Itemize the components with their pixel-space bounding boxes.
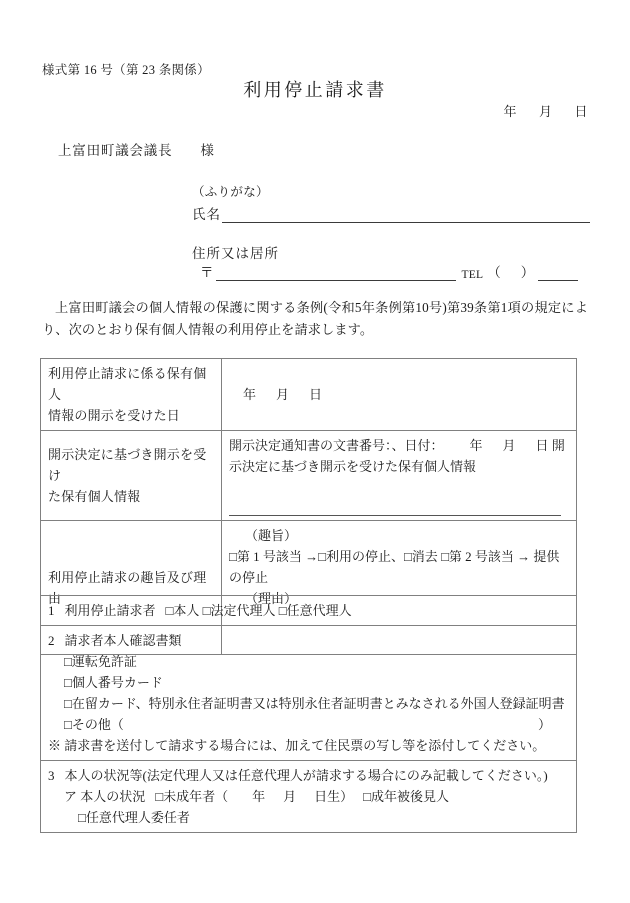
- adult-ward-checkbox[interactable]: □成年被後見人: [363, 789, 450, 804]
- purpose-option-2[interactable]: □第 2 号該当 → 提供の停止: [229, 549, 560, 585]
- purpose-reason-label: 利用停止請求の趣旨及び理由: [48, 569, 207, 606]
- addressee: [58, 139, 215, 159]
- table-row: [41, 626, 577, 761]
- disclosure-date-ymd: [229, 384, 322, 405]
- disclosed-info-label-line2: た保有個人情報: [48, 489, 141, 504]
- address-field-row: [200, 261, 578, 281]
- disclosure-date-value-cell[interactable]: [222, 359, 577, 431]
- disclosure-date-label-cell: [41, 359, 222, 431]
- principal-status-heading: [48, 768, 548, 783]
- reason-heading: （理由）: [245, 591, 298, 606]
- notice-date-day: 日: [535, 438, 549, 453]
- disclosed-info-value-cell[interactable]: [222, 431, 577, 521]
- sub-table: [40, 595, 577, 833]
- minor-birth-day: 日生）: [314, 789, 354, 804]
- header-date-month: 月: [538, 104, 553, 119]
- name-label: 氏名: [192, 207, 221, 222]
- requester-type-number: 1: [48, 603, 55, 618]
- addressee-name: 上富田町議会議長: [58, 143, 173, 158]
- address-label: 住所又は居所: [192, 246, 279, 261]
- identity-doc-other-row[interactable]: [48, 714, 569, 735]
- identity-documents-heading: [48, 633, 182, 648]
- header-date-day: 日: [574, 104, 588, 119]
- notice-doc-number-line: [229, 438, 549, 453]
- identity-doc-item[interactable]: □運転免許証: [64, 654, 137, 669]
- purpose-option-1[interactable]: □第 1 号該当 →□利用の停止、□消去: [229, 549, 438, 564]
- tel-paren-close: ）: [520, 265, 535, 280]
- requester-type-options[interactable]: □本人 □法定代理人 □任意代理人: [165, 603, 352, 618]
- principal-status-sub-label: ア 本人の状況: [64, 789, 146, 804]
- notice-doc-number-prefix: 開示決定通知書の文書番号：、日付：: [229, 438, 444, 453]
- identity-documents-label: 請求者本人確認書類: [64, 633, 182, 648]
- identity-documents-note: ※ 請求書を送付して請求する場合には、加えて住民票の写し等を添付してください。: [48, 738, 546, 753]
- tel-paren: [487, 261, 534, 281]
- identity-doc-other-label: □その他（: [64, 717, 124, 732]
- disclosure-date-label-line2: 情報の開示を受けた日: [48, 408, 181, 423]
- form-number: 様式第 16 号（第 23 条関係）: [42, 63, 210, 77]
- postal-code-icon: 〒: [200, 265, 214, 280]
- disclosure-date-day: 日: [309, 387, 323, 402]
- disclosed-info-blank-rule[interactable]: [229, 493, 561, 516]
- disclosed-info-description: 開示決定に基づき開示を受けた保有個人情報: [229, 438, 565, 474]
- tel-paren-open: （: [487, 265, 501, 280]
- requester-type-label: 利用停止請求者: [64, 603, 156, 618]
- tel-input-rule[interactable]: [538, 265, 578, 281]
- minor-checkbox-prefix[interactable]: □未成年者（: [155, 789, 229, 804]
- header-date-year: 年: [503, 104, 517, 119]
- table-row: [41, 596, 577, 626]
- address-input-rule[interactable]: [216, 265, 456, 281]
- principal-status-cell[interactable]: [41, 761, 577, 833]
- notice-date-year: 年: [469, 438, 483, 453]
- name-field-row: [192, 203, 590, 223]
- minor-birth-year: 年: [252, 789, 266, 804]
- table-row: [41, 761, 577, 833]
- table-row: [41, 359, 577, 431]
- disclosure-date-month: 月: [276, 387, 290, 402]
- proxy-delegator-checkbox[interactable]: □任意代理人委任者: [78, 810, 190, 825]
- furigana-label: （ふりがな）: [192, 185, 269, 199]
- minor-birth-month: 月: [283, 789, 297, 804]
- principal-status-number: 3: [48, 768, 55, 783]
- identity-doc-item[interactable]: □在留カード、特別永住者証明書又は特別永住者証明書とみなされる外国人登録証明書: [64, 696, 565, 711]
- disclosure-date-year: 年: [243, 387, 257, 402]
- identity-doc-other-close: ）: [537, 717, 551, 732]
- table-row: [41, 431, 577, 521]
- principal-status-label: 本人の状況等(法定代理人又は任意代理人が請求する場合にのみ記載してください。): [64, 768, 548, 783]
- notice-date-month: 月: [502, 438, 516, 453]
- identity-doc-item[interactable]: □個人番号カード: [64, 675, 163, 690]
- header-date-line: [503, 101, 588, 120]
- purpose-heading: （趣旨）: [245, 528, 298, 543]
- addressee-honorific: 様: [200, 143, 215, 158]
- identity-documents-cell[interactable]: [41, 626, 577, 761]
- identity-documents-number: 2: [48, 633, 55, 648]
- name-input-rule[interactable]: [222, 207, 590, 223]
- page-title: 利用停止請求書: [243, 80, 387, 100]
- principal-status-row[interactable]: [48, 786, 569, 807]
- disclosure-date-label-line1: 利用停止請求に係る保有個人: [48, 366, 207, 402]
- tel-label: TEL: [461, 269, 484, 281]
- requester-type-cell[interactable]: [41, 596, 577, 626]
- disclosed-info-label-line1: 開示決定に基づき開示を受け: [48, 447, 207, 483]
- disclosed-info-label-cell: [41, 431, 222, 521]
- statement-paragraph: 上富田町議会の個人情報の保護に関する条例(令和5年条例第10号)第39条第1項の規定により、次のとおり保有個人情報の利用停止を請求します。: [42, 300, 588, 337]
